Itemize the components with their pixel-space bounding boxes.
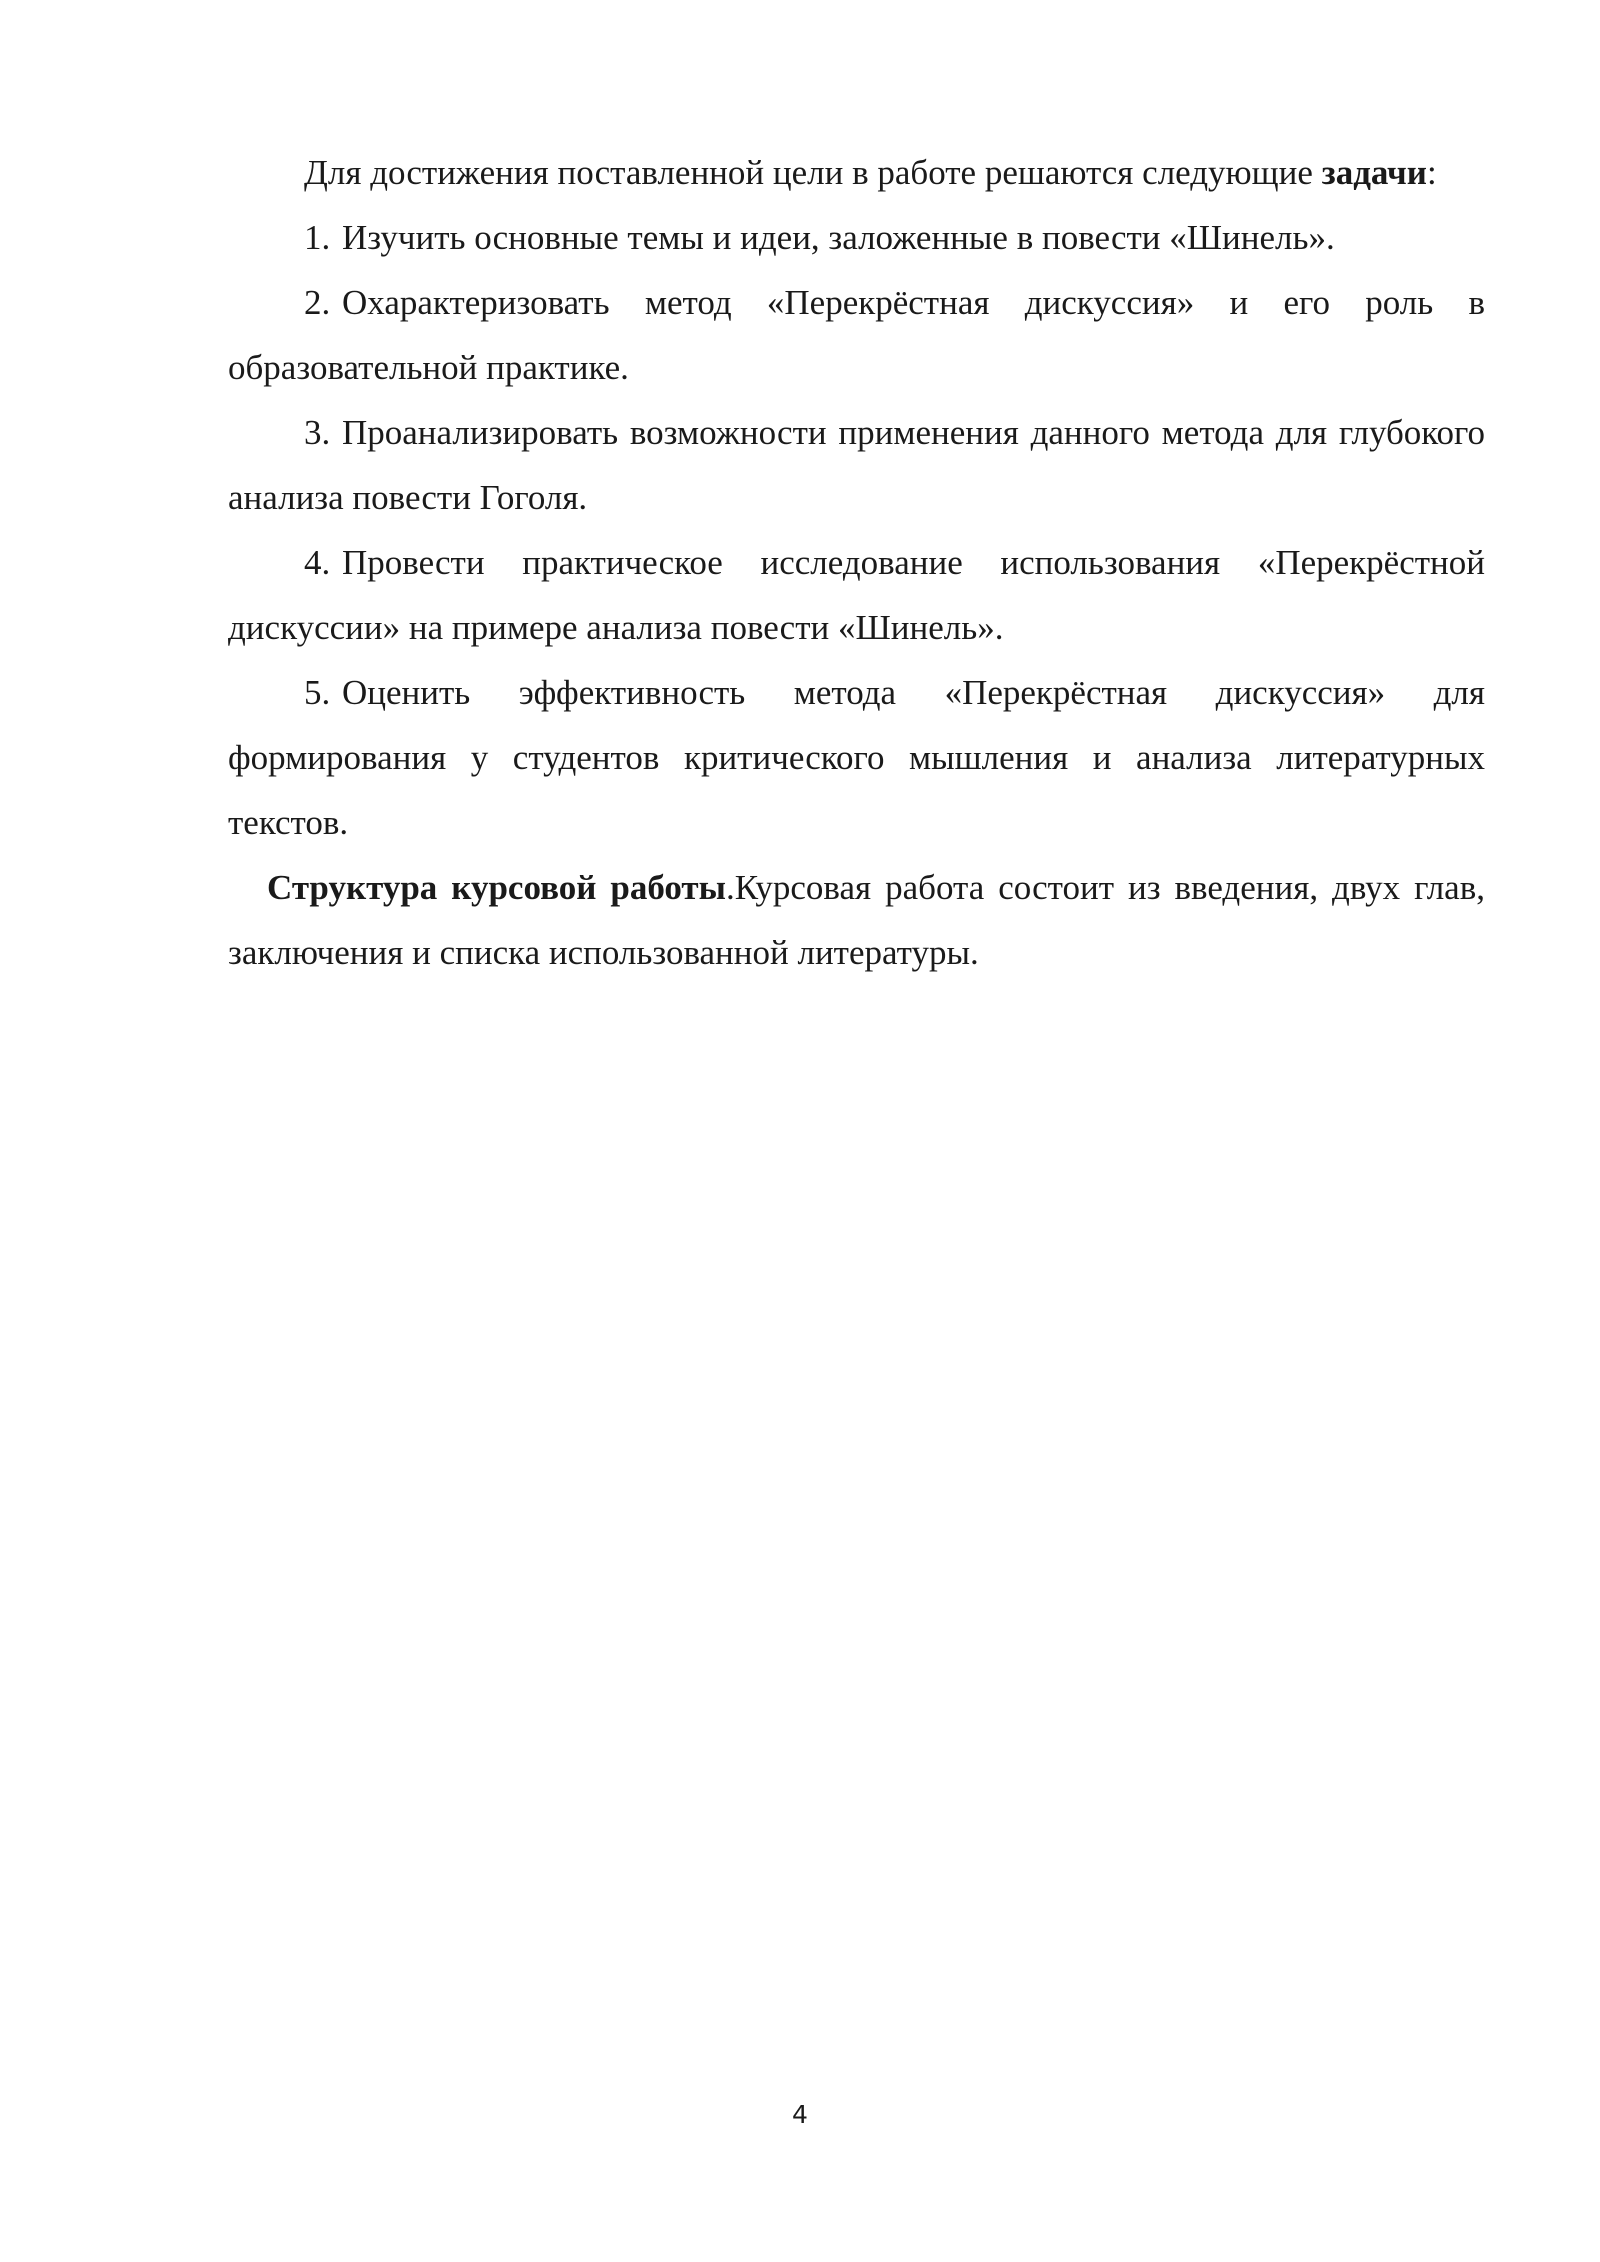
task-number: 5.: [304, 673, 331, 712]
page-number: 4: [792, 2100, 808, 2129]
intro-colon: :: [1426, 153, 1437, 192]
task-number: 4.: [304, 543, 331, 582]
structure-text: .Курсовая работа состоит из введения, двух глав, заключения и списка использованной литературы.: [228, 868, 1485, 972]
document-body: [228, 140, 1485, 985]
intro-bold-term: задачи: [1321, 153, 1427, 192]
task-item-1: [228, 205, 1485, 270]
task-item-2: [228, 270, 1485, 400]
intro-paragraph: [228, 140, 1485, 205]
task-text: Охарактеризовать метод «Перекрёстная дискуссия» и его роль в образовательной практике.: [228, 283, 1485, 387]
task-text: Проанализировать возможности применения данного метода для глубокого анализа повести Гоголя.: [228, 413, 1485, 517]
task-text: Оценить эффективность метода «Перекрёстная дискуссия» для формирования у студентов критического мышления и анализа литературных текстов.: [228, 673, 1485, 842]
task-item-3: [228, 400, 1485, 530]
task-number: 1.: [304, 218, 331, 257]
structure-heading: Структура курсовой работы: [267, 868, 726, 907]
structure-paragraph: [228, 855, 1485, 985]
task-item-5: [228, 660, 1485, 855]
task-item-4: [228, 530, 1485, 660]
task-number: 2.: [304, 283, 331, 322]
task-text: Провести практическое исследование использования «Перекрёстной дискуссии» на примере анализа повести «Шинель».: [228, 543, 1485, 647]
task-text: Изучить основные темы и идеи, заложенные в повести «Шинель».: [342, 218, 1335, 257]
task-number: 3.: [304, 413, 331, 452]
intro-text: Для достижения поставленной цели в работе решаются следующие: [304, 153, 1322, 192]
